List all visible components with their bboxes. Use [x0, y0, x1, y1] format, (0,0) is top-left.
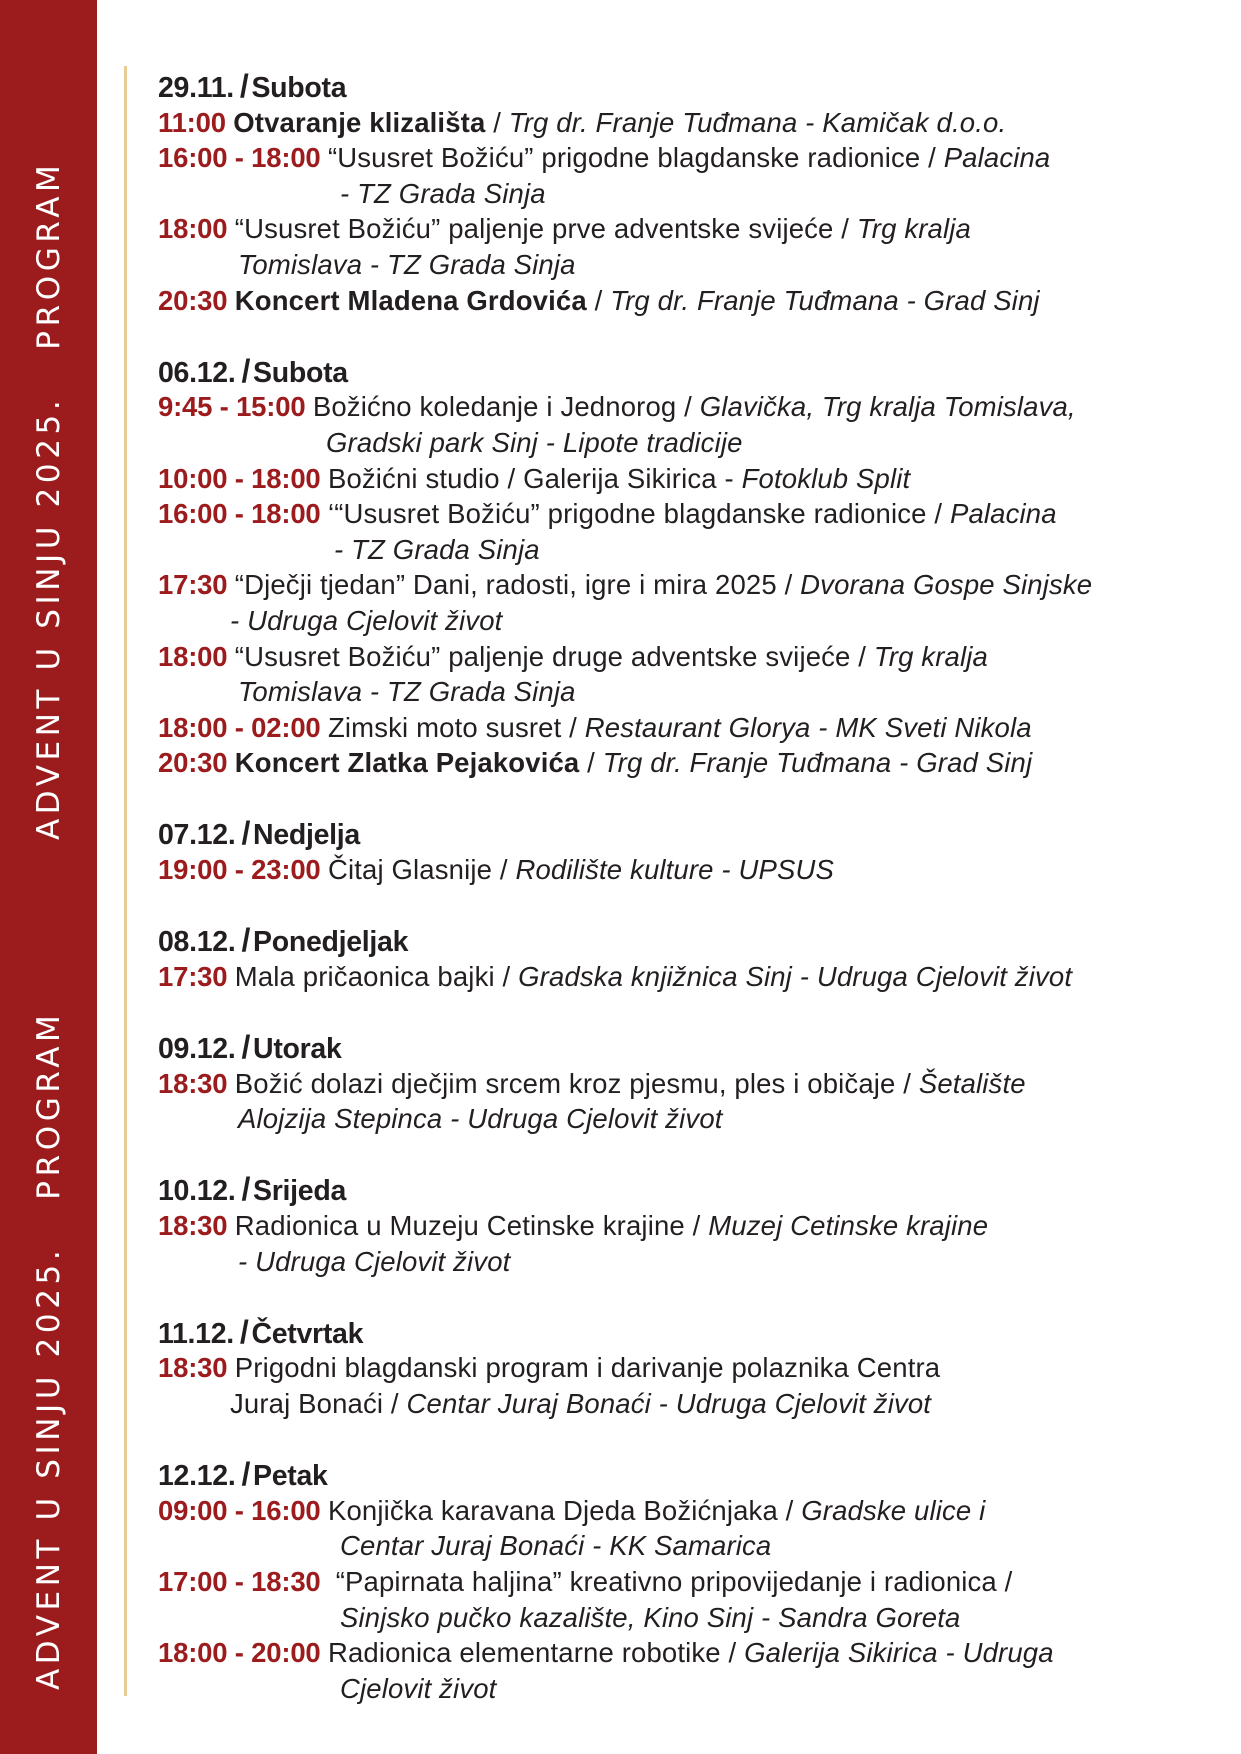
event-text: /: [579, 747, 603, 779]
day-date: 06.12.: [158, 356, 236, 389]
event-time: 20:30: [158, 284, 235, 316]
event-row: [158, 140, 1241, 176]
event-location: Trg dr. Franje Tuđmana - Grad Sinj: [610, 284, 1040, 316]
event-text: Konjička karavana Djeda Božićnjaka /: [327, 1494, 802, 1526]
slash-separator: /: [239, 1313, 249, 1350]
event-location: Palacina: [943, 142, 1051, 174]
event-location: Gradska knjižnica Sinj - Udruga Cjelovit život: [518, 960, 1073, 992]
event-location: Dvorana Gospe Sinjske: [800, 569, 1093, 601]
event-continuation: [158, 1600, 1241, 1636]
day-header: [158, 1030, 1241, 1066]
slash-separator: /: [241, 352, 251, 389]
day-header: [158, 816, 1241, 852]
event-row: [158, 283, 1241, 319]
sidebar-title: ADVENT U SINJU 2025.: [31, 1245, 67, 1690]
event-text: “Dječji tjedan” Dani, radosti, igre i mira 2025 /: [234, 569, 801, 601]
event-location: Trg dr. Franje Tuđmana - Kamičak d.o.o.: [508, 106, 1007, 138]
event-location: Trg kralja: [873, 640, 988, 672]
event-text: Božićni studio / Galerija Sikirica -: [327, 462, 742, 494]
sidebar-title: ADVENT U SINJU 2025.: [31, 395, 67, 840]
event-row: [158, 567, 1241, 603]
event-location: Galerija Sikirica - Udruga: [744, 1637, 1054, 1669]
event-title-bold: Koncert Mladena Grdovića: [234, 284, 587, 316]
spacer: [158, 888, 1241, 924]
event-location: Sinjsko pučko kazalište, Kino Sinj - Sandra Goreta: [340, 1601, 961, 1633]
event-time: 18:00 - 02:00: [158, 711, 328, 743]
event-location: Tomislava - TZ Grada Sinja: [238, 248, 576, 280]
event-row: [158, 105, 1241, 141]
event-location: Rodilište kulture - UPSUS: [515, 854, 835, 886]
event-location: - TZ Grada Sinja: [340, 177, 546, 209]
slash-separator: /: [241, 1171, 251, 1208]
event-text: “Ususret Božiću” paljenje druge adventske svijeće /: [234, 640, 874, 672]
event-text: Prigodni blagdanski program i darivanje polaznika Centra: [234, 1352, 941, 1384]
event-text: Mala pričaonica bajki /: [234, 960, 519, 992]
program-list: [158, 69, 1241, 1706]
event-time: 18:30: [158, 1067, 235, 1099]
event-continuation: [158, 176, 1241, 212]
day-header: [158, 1457, 1241, 1493]
event-location: Gradske ulice i: [801, 1494, 986, 1526]
event-location: - TZ Grada Sinja: [334, 533, 540, 565]
event-text: Zimski moto susret /: [327, 711, 585, 743]
day-weekday: Srijeda: [253, 1175, 346, 1208]
event-location: - Udruga Cjelovit život: [230, 604, 503, 636]
event-time: 18:30: [158, 1210, 235, 1241]
event-location: Fotoklub Split: [741, 462, 911, 494]
event-row: [158, 710, 1241, 746]
day-weekday: Subota: [253, 356, 348, 389]
event-time: 17:30: [158, 569, 235, 601]
event-text: Juraj Bonaći /: [230, 1387, 407, 1419]
day-date: 29.11.: [158, 72, 234, 104]
day-date: 07.12.: [158, 819, 236, 852]
event-row: [158, 1493, 1241, 1529]
day-header: [158, 1315, 1241, 1351]
event-time: 9:45 - 15:00: [158, 391, 313, 423]
event-location: Centar Juraj Bonaći - KK Samarica: [340, 1530, 772, 1562]
event-text: “Papirnata haljina” kreativno pripovijedanje i radionica /: [327, 1565, 1013, 1597]
spacer: [158, 1137, 1241, 1173]
slash-separator: /: [241, 1456, 251, 1493]
event-continuation: [158, 247, 1241, 283]
sidebar-label: PROGRAM: [31, 160, 67, 350]
slash-separator: /: [241, 815, 251, 852]
event-row: [158, 852, 1241, 888]
event-location: - Udruga Cjelovit život: [238, 1245, 511, 1277]
event-title-bold: Otvaranje klizališta: [233, 106, 486, 138]
day-header: [158, 354, 1241, 390]
event-text: Božić dolazi dječjim srcem kroz pjesmu, ples i običaje /: [234, 1067, 919, 1099]
event-text: “Ususret Božiću” prigodne blagdanske radionice /: [327, 142, 944, 174]
event-text: Radionica elementarne robotike /: [327, 1637, 745, 1669]
event-row: [158, 1564, 1241, 1600]
event-continuation: [158, 1528, 1241, 1564]
event-row: [158, 1066, 1241, 1102]
event-text: Božićno koledanje i Jednorog /: [312, 391, 700, 423]
event-text: “Ususret Božiću” paljenje prve adventske svijeće /: [234, 213, 857, 245]
slash-separator: /: [241, 1029, 251, 1066]
day-date: 11.12.: [158, 1317, 234, 1350]
event-text: Čitaj Glasnije /: [327, 854, 516, 886]
event-text: /: [485, 106, 509, 138]
day-weekday: Petak: [253, 1460, 328, 1493]
event-location: Cjelovit život: [340, 1672, 497, 1704]
sidebar-banner-top: [32, 161, 66, 840]
day-header: [158, 1172, 1241, 1208]
event-row: [158, 959, 1241, 995]
event-time: 09:00 - 16:00: [158, 1494, 328, 1526]
event-row: [158, 639, 1241, 675]
spacer: [158, 1422, 1241, 1458]
day-header: [158, 69, 1241, 105]
event-time: 10:00 - 18:00: [158, 462, 328, 494]
event-time: 16:00 - 18:00: [158, 142, 328, 174]
event-location: Šetalište: [918, 1067, 1026, 1099]
event-row: [158, 1635, 1241, 1671]
day-weekday: Nedjelja: [253, 819, 360, 852]
event-continuation: [158, 1671, 1241, 1707]
event-title-bold: Koncert Zlatka Pejakovića: [234, 747, 580, 779]
event-continuation: [158, 674, 1241, 710]
event-location: Alojzija Stepinca - Udruga Cjelovit život: [238, 1103, 723, 1135]
spacer: [158, 1279, 1241, 1315]
event-time: 19:00 - 23:00: [158, 854, 328, 886]
event-row: [158, 496, 1241, 532]
event-location: Centar Juraj Bonaći - Udruga Cjelovit život: [406, 1387, 932, 1419]
event-text: ‘“Ususret Božiću” prigodne blagdanske radionice /: [327, 498, 950, 530]
event-row: [158, 211, 1241, 247]
day-date: 12.12.: [158, 1460, 236, 1493]
event-continuation: [158, 532, 1241, 568]
event-row: [158, 1350, 1241, 1386]
event-location: Trg dr. Franje Tuđmana - Grad Sinj: [602, 747, 1033, 779]
event-continuation: [158, 603, 1241, 639]
event-time: 17:30: [158, 960, 235, 992]
day-date: 08.12.: [158, 926, 236, 959]
event-row: [158, 745, 1241, 781]
event-location: Trg kralja: [856, 213, 971, 245]
event-time: 20:30: [158, 747, 235, 779]
slash-separator: /: [239, 68, 249, 104]
event-location: Restaurant Glorya - MK Sveti Nikola: [584, 711, 1032, 743]
event-continuation: [158, 425, 1241, 461]
event-row: [158, 389, 1241, 425]
event-location: Glavička, Trg kralja Tomislava,: [699, 391, 1076, 423]
day-weekday: Subota: [251, 72, 347, 104]
spacer: [158, 994, 1241, 1030]
event-time: 18:00: [158, 640, 235, 672]
day-header: [158, 923, 1241, 959]
event-location: Palacina: [949, 498, 1057, 530]
day-weekday: Ponedjeljak: [253, 926, 409, 959]
spacer: [158, 781, 1241, 817]
event-location: Gradski park Sinj - Lipote tradicije: [326, 426, 743, 458]
event-location: Muzej Cetinske krajine: [708, 1210, 989, 1241]
event-location: Tomislava - TZ Grada Sinja: [238, 676, 576, 708]
slash-separator: /: [241, 922, 251, 959]
spacer: [158, 318, 1241, 354]
divider-line: [124, 66, 127, 1696]
event-time: 17:00 - 18:30: [158, 1565, 328, 1597]
day-weekday: Utorak: [253, 1033, 342, 1066]
event-row: [158, 461, 1241, 497]
sidebar-band: [0, 0, 97, 1754]
sidebar-label: PROGRAM: [31, 1010, 67, 1200]
event-continuation: [158, 1386, 1241, 1422]
day-date: 10.12.: [158, 1175, 236, 1208]
event-row: [158, 1208, 1241, 1244]
event-continuation: [158, 1244, 1241, 1280]
day-date: 09.12.: [158, 1033, 236, 1066]
day-weekday: Četvrtak: [251, 1317, 364, 1350]
sidebar-banner-bottom: [32, 1011, 66, 1690]
event-continuation: [158, 1101, 1241, 1137]
event-time: 16:00 - 18:00: [158, 498, 328, 530]
event-time: 18:00: [158, 213, 235, 245]
event-text: /: [586, 284, 611, 316]
event-time: 18:30: [158, 1352, 235, 1384]
event-time: 11:00: [158, 106, 234, 138]
event-time: 18:00 - 20:00: [158, 1637, 328, 1669]
event-text: Radionica u Muzeju Cetinske krajine /: [234, 1210, 709, 1241]
